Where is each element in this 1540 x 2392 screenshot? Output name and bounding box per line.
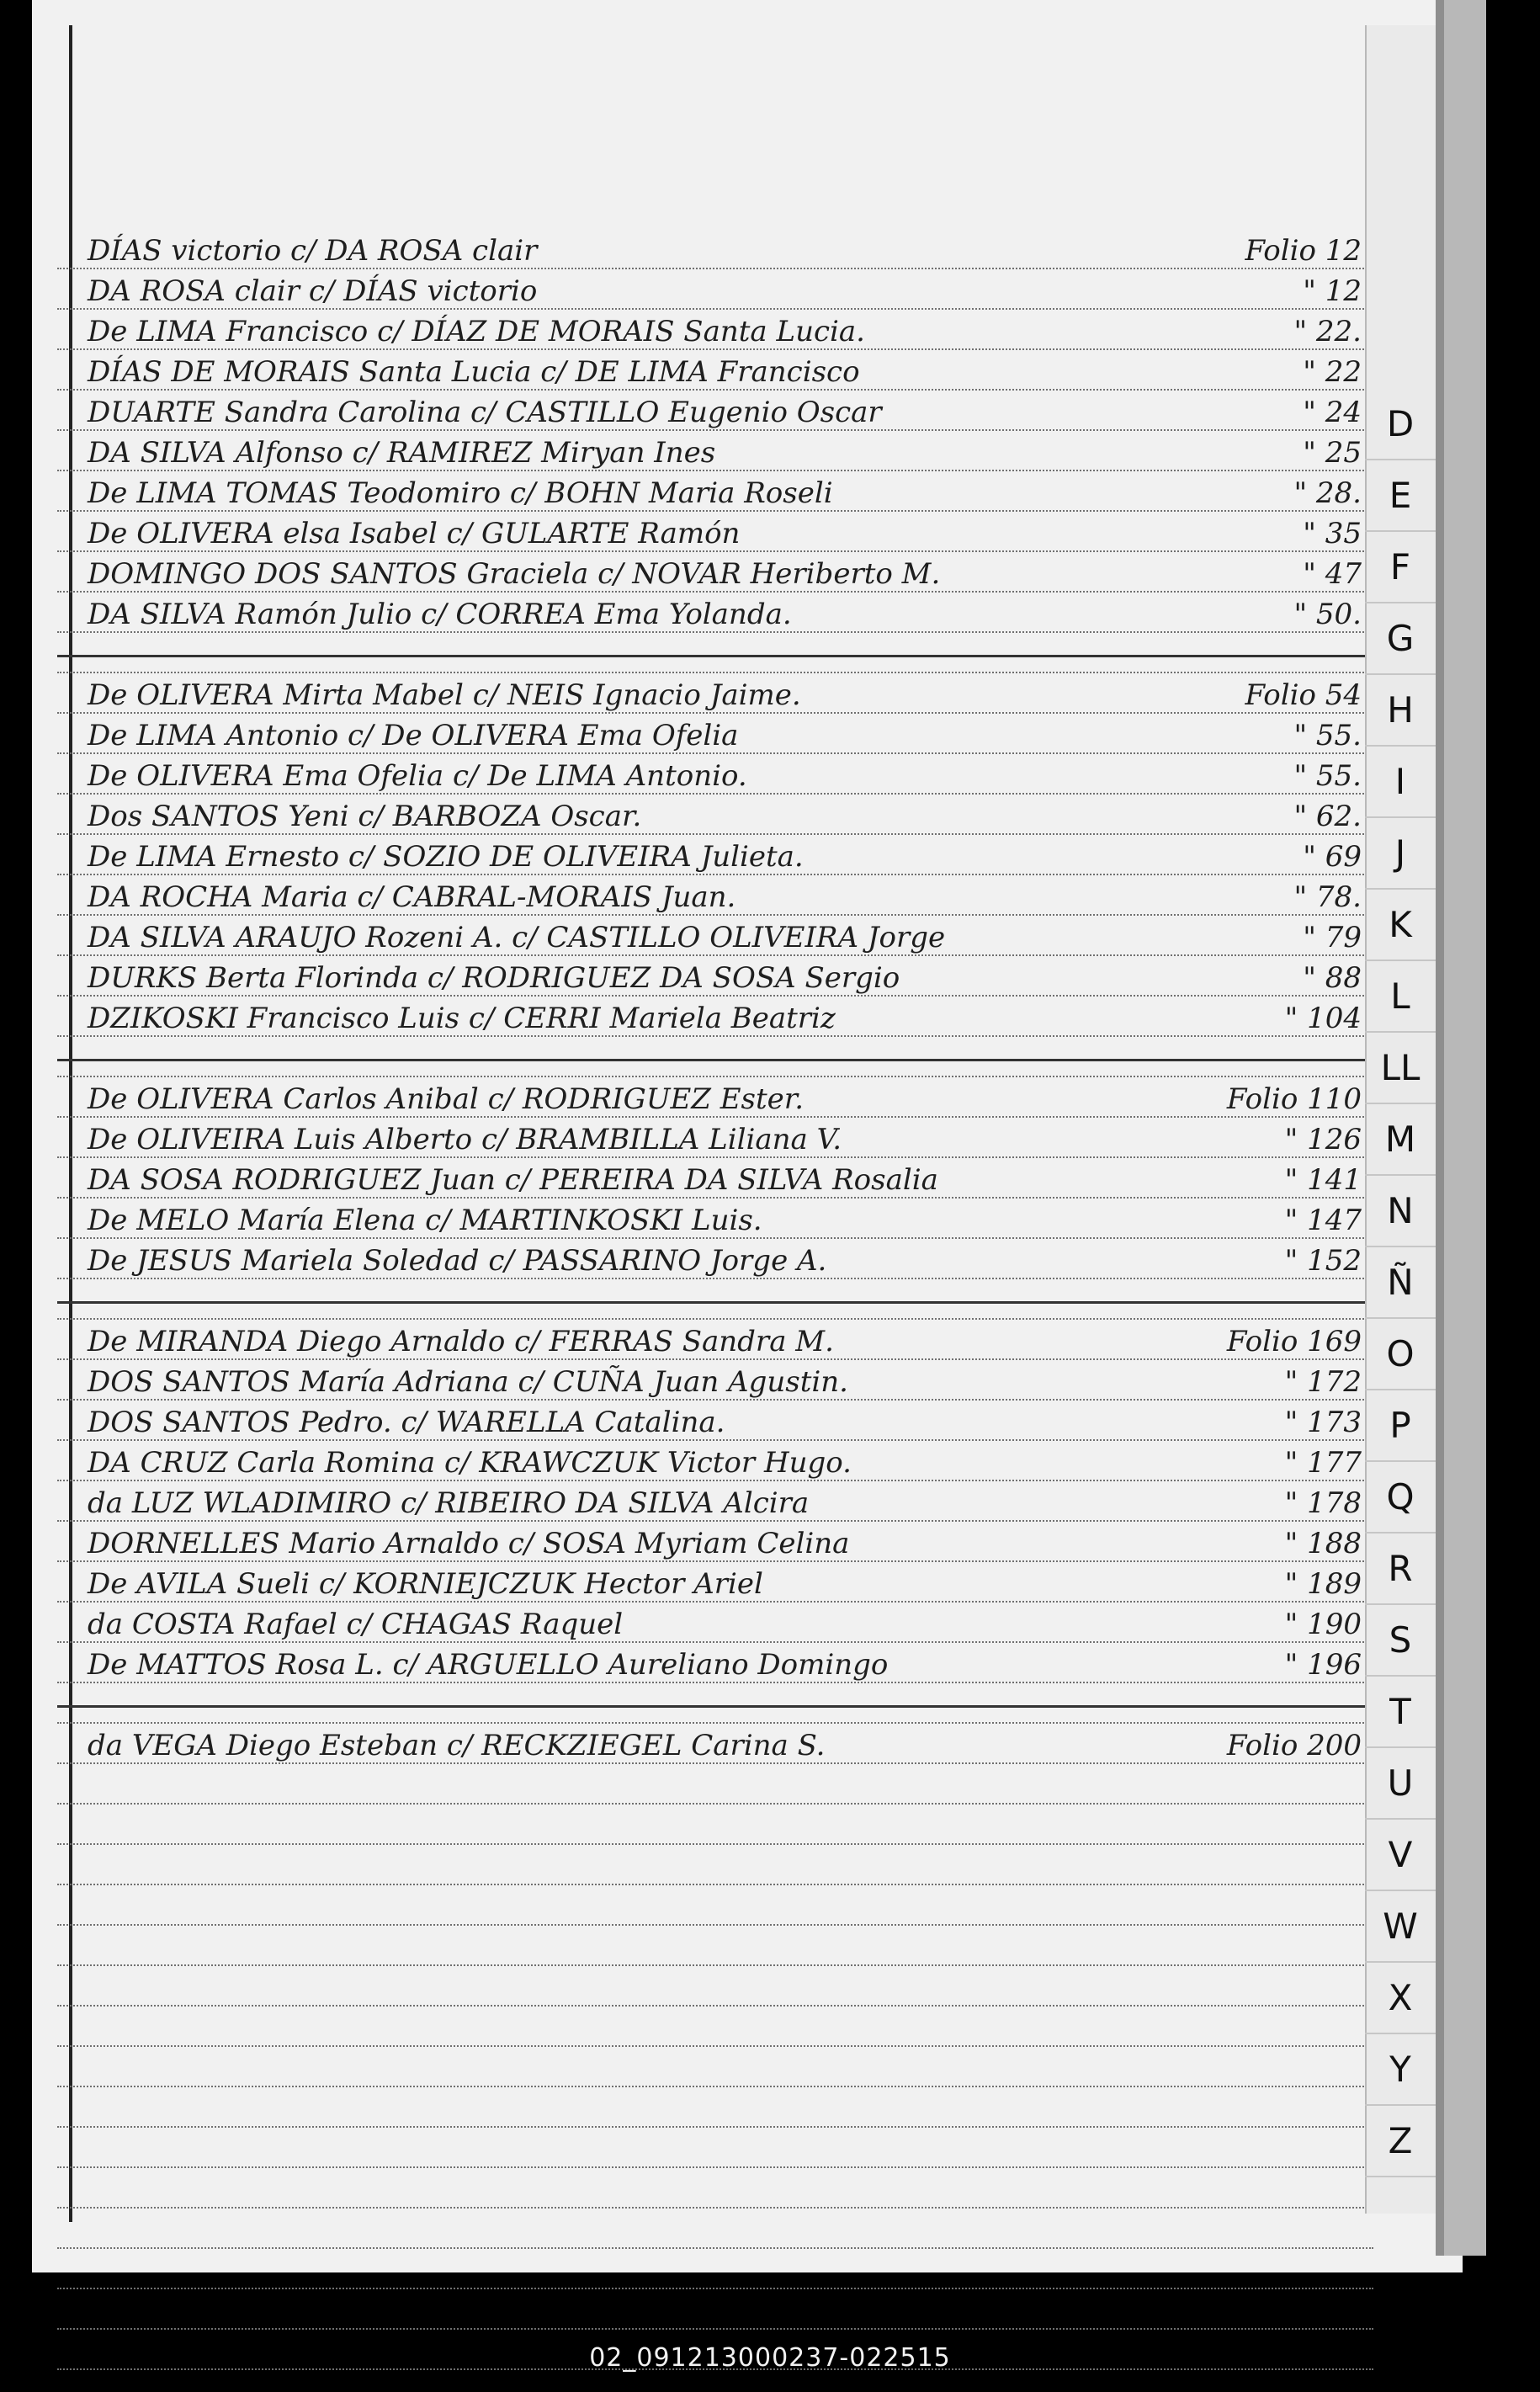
entry-names: DA ROSA clair c/ DÍAS victorio xyxy=(88,274,538,308)
ledger-entry xyxy=(82,1443,1362,1483)
alphabet-tab[interactable]: K xyxy=(1365,890,1436,961)
ruled-line xyxy=(57,2328,1373,2330)
ledger-entry xyxy=(82,1321,1362,1362)
ruled-line xyxy=(57,2126,1373,2128)
ledger-entry xyxy=(82,837,1362,877)
entry-names: DÍAS victorio c/ DA ROSA clair xyxy=(88,234,538,268)
group-gap xyxy=(82,1281,1362,1321)
entry-folio: " 78. xyxy=(1293,880,1362,914)
alphabet-tab[interactable]: X xyxy=(1365,1963,1436,2034)
alphabet-tab[interactable]: W xyxy=(1365,1891,1436,1963)
entry-names: De MELO María Elena c/ MARTINKOSKI Luis. xyxy=(88,1204,762,1237)
ledger-entry xyxy=(82,392,1362,433)
alphabet-tab[interactable]: T xyxy=(1365,1677,1436,1748)
entry-names: De MIRANDA Diego Arnaldo c/ FERRAS Sandra M. xyxy=(88,1325,834,1358)
ledger-entry xyxy=(82,1402,1362,1443)
entry-names: De AVILA Sueli c/ KORNIEJCZUK Hector Ariel xyxy=(88,1567,763,1601)
entry-names: DA SILVA Alfonso c/ RAMIREZ Miryan Ines xyxy=(88,436,716,470)
entry-folio: " 22. xyxy=(1293,315,1362,348)
alphabet-tab[interactable]: V xyxy=(1365,1820,1436,1891)
ledger-entry xyxy=(82,1241,1362,1281)
entry-folio: " 55. xyxy=(1293,719,1362,752)
entry-folio: " 50. xyxy=(1293,598,1362,631)
alphabet-tab[interactable]: D xyxy=(1365,389,1436,460)
entry-folio: " 47 xyxy=(1303,557,1362,591)
alphabet-tab[interactable]: Y xyxy=(1365,2034,1436,2106)
ledger-entry xyxy=(82,513,1362,554)
alphabet-tab[interactable]: N xyxy=(1365,1176,1436,1247)
ledger-entry xyxy=(82,554,1362,594)
entry-folio: " 190 xyxy=(1284,1608,1362,1641)
alphabet-tab[interactable]: LL xyxy=(1365,1033,1436,1104)
ruled-line xyxy=(57,2005,1373,2007)
alphabet-tab[interactable]: R xyxy=(1365,1534,1436,1605)
ledger-entry xyxy=(82,311,1362,352)
entry-folio: " 35 xyxy=(1303,517,1362,550)
ledger-entry xyxy=(82,1362,1362,1402)
entry-names: De OLIVERA Carlos Anibal c/ RODRIGUEZ Ester. xyxy=(88,1082,805,1116)
alphabet-tab[interactable]: Z xyxy=(1365,2106,1436,2177)
entry-names: DZIKOSKI Francisco Luis c/ CERRI Mariela Beatriz xyxy=(88,1002,836,1035)
ledger-entry xyxy=(82,675,1362,715)
alphabet-tab[interactable]: M xyxy=(1365,1104,1436,1176)
entry-names: DA ROCHA Maria c/ CABRAL-MORAIS Juan. xyxy=(88,880,736,914)
entry-folio: " 189 xyxy=(1284,1567,1362,1601)
ledger-entry xyxy=(82,1604,1362,1645)
entry-folio: Folio 169 xyxy=(1226,1325,1362,1358)
image-caption: 02_091213000237-022515 xyxy=(589,2343,951,2373)
ledger-entry xyxy=(82,594,1362,635)
entry-names: De LIMA Francisco c/ DÍAZ DE MORAIS Santa Lucia. xyxy=(88,315,865,348)
entry-folio: " 177 xyxy=(1284,1446,1362,1480)
alphabet-tab[interactable]: G xyxy=(1365,603,1436,675)
entry-folio: Folio 54 xyxy=(1245,678,1362,712)
ruled-line xyxy=(57,1884,1373,1885)
entry-folio: " 178 xyxy=(1284,1486,1362,1520)
alphabet-tab[interactable]: Ñ xyxy=(1365,1247,1436,1319)
entry-folio: " 12 xyxy=(1303,274,1362,308)
ruled-line xyxy=(57,2288,1373,2289)
entry-names: da LUZ WLADIMIRO c/ RIBEIRO DA SILVA Alcira xyxy=(88,1486,810,1520)
ledger-entry xyxy=(82,231,1362,271)
entry-folio: " 88 xyxy=(1303,961,1362,995)
ledger-entry xyxy=(82,1079,1362,1119)
ledger-entry xyxy=(82,715,1362,756)
ruled-line xyxy=(57,2166,1373,2168)
entry-folio: " 62. xyxy=(1293,800,1362,833)
alphabet-tab[interactable]: S xyxy=(1365,1605,1436,1677)
alphabet-tab[interactable]: H xyxy=(1365,675,1436,747)
entry-names: De MATTOS Rosa L. c/ ARGUELLO Aureliano Domingo xyxy=(88,1648,889,1682)
ledger-entry xyxy=(82,917,1362,958)
entry-folio: " 152 xyxy=(1284,1244,1362,1278)
entry-folio: " 104 xyxy=(1284,1002,1362,1035)
ledger-entry xyxy=(82,756,1362,796)
alphabet-tab[interactable]: F xyxy=(1365,532,1436,603)
entry-names: DA SILVA Ramón Julio c/ CORREA Ema Yolanda. xyxy=(88,598,792,631)
entry-list xyxy=(82,231,1362,1766)
entry-folio: " 22 xyxy=(1303,355,1362,389)
ledger-entry xyxy=(82,877,1362,917)
entry-folio: Folio 12 xyxy=(1245,234,1362,268)
entry-names: DOS SANTOS Pedro. c/ WARELLA Catalina. xyxy=(88,1406,725,1439)
entry-folio: " 173 xyxy=(1284,1406,1362,1439)
entry-folio: " 147 xyxy=(1284,1204,1362,1237)
ledger-entry xyxy=(82,1564,1362,1604)
alphabet-tab[interactable]: U xyxy=(1365,1748,1436,1820)
entry-names: DÍAS DE MORAIS Santa Lucia c/ DE LIMA Francisco xyxy=(88,355,860,389)
entry-names: DA CRUZ Carla Romina c/ KRAWCZUK Victor Hugo. xyxy=(88,1446,852,1480)
alphabet-tab[interactable]: I xyxy=(1365,747,1436,818)
ledger-entry xyxy=(82,998,1362,1039)
ruled-line xyxy=(57,2045,1373,2047)
alphabet-tab[interactable]: J xyxy=(1365,818,1436,890)
entry-names: da COSTA Rafael c/ CHAGAS Raquel xyxy=(88,1608,624,1641)
ruled-line xyxy=(57,2207,1373,2209)
entry-names: DORNELLES Mario Arnaldo c/ SOSA Myriam Celina xyxy=(88,1527,850,1560)
alphabet-tab[interactable]: Q xyxy=(1365,1462,1436,1534)
ledger-entry xyxy=(82,271,1362,311)
entry-folio: " 55. xyxy=(1293,759,1362,793)
entry-names: Dos SANTOS Yeni c/ BARBOZA Oscar. xyxy=(88,800,642,833)
entry-names: De OLIVERA Ema Ofelia c/ De LIMA Antonio. xyxy=(88,759,747,793)
entry-names: DOS SANTOS María Adriana c/ CUÑA Juan Agustin. xyxy=(88,1365,848,1399)
ruled-line xyxy=(57,1843,1373,1845)
ledger-entry xyxy=(82,1725,1362,1766)
group-gap xyxy=(82,1039,1362,1079)
entry-names: DA SILVA ARAUJO Rozeni A. c/ CASTILLO OLIVEIRA Jorge xyxy=(88,921,946,954)
ruled-line xyxy=(57,1924,1373,1926)
entry-names: DURKS Berta Florinda c/ RODRIGUEZ DA SOSA Sergio xyxy=(88,961,900,995)
alphabet-tab[interactable]: O xyxy=(1365,1319,1436,1390)
entry-names: De OLIVEIRA Luis Alberto c/ BRAMBILLA Liliana V. xyxy=(88,1123,842,1156)
ledger-page xyxy=(32,0,1463,2272)
entry-folio: " 141 xyxy=(1284,1163,1362,1197)
ledger-entry xyxy=(82,1160,1362,1200)
alphabet-tab[interactable]: P xyxy=(1365,1390,1436,1462)
book-cover-edge xyxy=(1436,0,1486,2256)
group-gap xyxy=(82,1685,1362,1725)
entry-folio: " 24 xyxy=(1303,396,1362,429)
entry-names: De JESUS Mariela Soledad c/ PASSARINO Jorge A. xyxy=(88,1244,827,1278)
entry-names: De LIMA TOMAS Teodomiro c/ BOHN Maria Roseli xyxy=(88,476,833,510)
ledger-entry xyxy=(82,796,1362,837)
entry-names: DUARTE Sandra Carolina c/ CASTILLO Eugenio Oscar xyxy=(88,396,882,429)
ruled-line xyxy=(57,1964,1373,1966)
entry-names: De OLIVERA elsa Isabel c/ GULARTE Ramón xyxy=(88,517,741,550)
ledger-entry xyxy=(82,473,1362,513)
entry-folio: " 28. xyxy=(1293,476,1362,510)
ledger-entry xyxy=(82,958,1362,998)
entry-names: De OLIVERA Mirta Mabel c/ NEIS Ignacio Jaime. xyxy=(88,678,801,712)
alphabet-tab[interactable]: L xyxy=(1365,961,1436,1033)
entry-names: DOMINGO DOS SANTOS Graciela c/ NOVAR Heriberto M. xyxy=(88,557,941,591)
group-gap xyxy=(82,635,1362,675)
entry-names: De LIMA Ernesto c/ SOZIO DE OLIVEIRA Julieta. xyxy=(88,840,804,874)
ruled-line xyxy=(57,1803,1373,1805)
ruled-line xyxy=(57,2086,1373,2087)
entry-folio: " 25 xyxy=(1303,436,1362,470)
entry-folio: Folio 200 xyxy=(1226,1729,1362,1762)
entry-folio: " 172 xyxy=(1284,1365,1362,1399)
alphabet-tab[interactable]: E xyxy=(1365,460,1436,532)
ledger-entry xyxy=(82,1200,1362,1241)
ledger-entry xyxy=(82,433,1362,473)
entry-folio: " 79 xyxy=(1303,921,1362,954)
entry-names: da VEGA Diego Esteban c/ RECKZIEGEL Carina S. xyxy=(88,1729,826,1762)
alphabet-tabs xyxy=(1365,389,1436,2177)
entry-folio: " 188 xyxy=(1284,1527,1362,1560)
ruled-line xyxy=(57,2247,1373,2249)
entry-folio: Folio 110 xyxy=(1226,1082,1362,1116)
entry-names: De LIMA Antonio c/ De OLIVERA Ema Ofelia xyxy=(88,719,739,752)
entry-folio: " 126 xyxy=(1284,1123,1362,1156)
entry-names: DA SOSA RODRIGUEZ Juan c/ PEREIRA DA SILVA Rosalia xyxy=(88,1163,938,1197)
entry-folio: " 69 xyxy=(1303,840,1362,874)
ledger-entry xyxy=(82,1645,1362,1685)
entry-folio: " 196 xyxy=(1284,1648,1362,1682)
ledger-entry xyxy=(82,1119,1362,1160)
ledger-entry xyxy=(82,1523,1362,1564)
ledger-entry xyxy=(82,352,1362,392)
ledger-entry xyxy=(82,1483,1362,1523)
